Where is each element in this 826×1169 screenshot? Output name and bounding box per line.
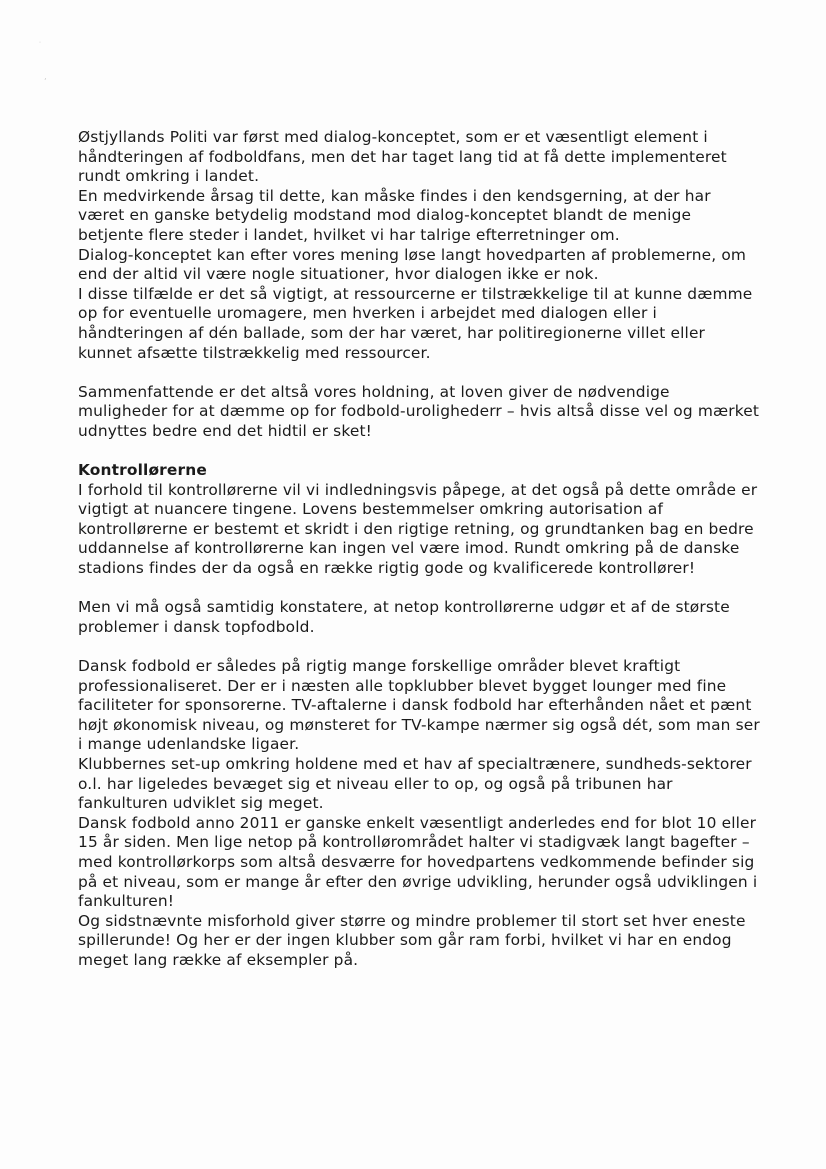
paragraph-dialog-solution: Dialog-konceptet kan efter vores mening løse langt hovedparten af problemerne, om end der altid vil være nogle situationer, hvor dialogen ikke er nok. <box>78 245 747 284</box>
paragraph-gap <box>78 363 760 383</box>
paragraph-mismatch: Og sidstnævnte misforhold giver større og mindre problemer til stort set hver eneste spillerunde! Og her er der ingen klubber som går ram forbi, hvilket vi har en endog meget lang række af eksempler på. <box>78 911 746 969</box>
paragraph-anno-2011: Dansk fodbold anno 2011 er ganske enkelt væsentligt anderledes end for blot 10 eller 15 år siden. Men lige netop på kontrollørområdet halter vi stadigvæk langt bagefter – med kontrollørkorps som altså desværre for hovedpartens vedkommende befinder sig på et niveau, som er mange år efter den øvrige udvikling, herunder også udviklingen i fankulturen! <box>78 813 758 911</box>
section-heading: Kontrollørerne <box>78 461 207 480</box>
paragraph-dialog-intro: Østjyllands Politi var først med dialog-konceptet, som er et væsentligt element i håndteringen af fodboldfans, men det har taget lang tid at få dette implementeret rundt omkring i landet. <box>78 128 727 186</box>
paragraph-gap <box>78 442 760 462</box>
scan-speck: ˙ <box>38 41 42 50</box>
paragraph-summary: Sammenfattende er det altså vores holdning, at loven giver de nødvendige muligheder for at dæmme op for fodbold-urolighederr – hvis altså disse vel og mærket udnyttes bedre end det hidtil er sket! <box>78 382 760 440</box>
paragraph-gap <box>78 579 760 599</box>
paragraph-resources: I disse tilfælde er det så vigtigt, at ressourcerne er tilstrækkelige til at kunne dæmme op for eventuelle uromagere, men hverken i arbejdet med dialogen eller i håndteringen af dén ballade, som der har været, har politiregionerne villet eller kunnet afsætte tilstrækkelig med ressourcer. <box>78 284 753 362</box>
paragraph-controllers-intro: I forhold til kontrollørerne vil vi indledningsvis påpege, at det også på dette område er vigtigt at nuancere tingene. Lovens bestemmelser omkring autorisation af kontrollørerne er bestemt et skridt i den rigtige retning, og grundtanken bag en bedre uddannelse af kontrollørerne kan ingen vel være imod. Rundt omkring på de danske stadions findes der da også en række rigtig gode og kvalificerede kontrollører! <box>78 480 758 578</box>
scan-speck: ʼ <box>44 77 47 86</box>
paragraph-gap <box>78 637 760 657</box>
paragraph-controllers-problem: Men vi må også samtidig konstatere, at netop kontrollørerne udgør et af de største problemer i dansk topfodbold. <box>78 598 730 636</box>
paragraph-club-setup: Klubbernes set-up omkring holdene med et hav af specialtrænere, sundheds-sektorer o.l. har ligeledes bevæget sig et niveau eller to op, og også på tribunen har fankulturen udviklet sig meget. <box>78 755 752 813</box>
paragraph-resistance: En medvirkende årsag til dette, kan måske findes i den kendsgerning, at der har været en ganske betydelig modstand mod dialog-konceptet blandt de menige betjente flere steder i landet, hvilket vi har talrige efterretninger om. <box>78 186 711 244</box>
paragraph-professionalisation: Dansk fodbold er således på rigtig mange forskellige områder blevet kraftigt professionaliseret. Der er i næsten alle topklubber blevet bygget lounger med fine faciliteter for sponsorerne. TV-aftalerne i dansk fodbold har efterhånden nået et pænt højt økonomisk niveau, og mønsteret for TV-kampe nærmer sig også dét, som man ser i mange udenlandske ligaer. <box>78 657 760 754</box>
document-body <box>78 128 760 971</box>
